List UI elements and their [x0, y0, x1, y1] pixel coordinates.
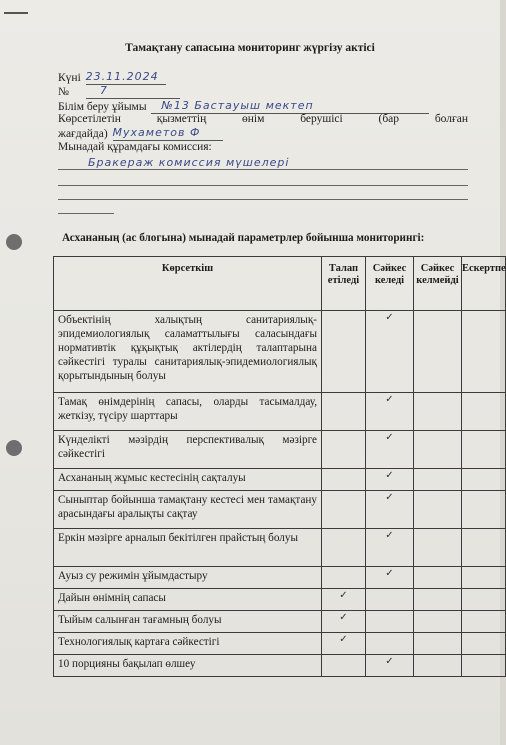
- table-row: [54, 469, 506, 491]
- required-mark: ✓: [339, 612, 348, 623]
- table-header-row: [54, 257, 506, 311]
- commission-line: [58, 156, 468, 170]
- indicator-cell: Тыйым салынған тағамның болуы: [54, 611, 322, 633]
- commission-value: Бракераж комиссия мүшелері: [88, 156, 290, 169]
- table-row: [54, 393, 506, 431]
- org-field: [58, 99, 429, 114]
- indicator-cell: Ауыз су режимін ұйымдастыру: [54, 567, 322, 589]
- complies-mark: ✓: [385, 312, 394, 323]
- provider-label: жағдайда): [58, 128, 108, 140]
- org-label: Білім беру ұйымы: [58, 101, 147, 113]
- date-field: [58, 70, 166, 85]
- column-header-complies: Сәйкес келеді: [366, 257, 414, 311]
- table-row: [54, 633, 506, 655]
- column-header-indicator: Көрсеткіш: [54, 257, 322, 311]
- org-value: №13 Бастауыш мектеп: [161, 99, 314, 112]
- indicator-cell: 10 порцияны бақылап өлшеу: [54, 655, 322, 677]
- complies-mark: ✓: [385, 492, 394, 503]
- blank-line-2: [58, 199, 468, 200]
- complies-mark: ✓: [385, 470, 394, 481]
- indicator-cell: Күнделікті мәзірдің перспективалық мәзірге сәйкестігі: [54, 431, 322, 469]
- table-row: [54, 611, 506, 633]
- required-mark: ✓: [339, 634, 348, 645]
- table-row: [54, 311, 506, 393]
- section-title: Асхананың (ас блогына) мынадай параметрлер бойынша мониторингі:: [62, 232, 425, 244]
- indicator-cell: Технологиялық картаға сәйкестігі: [54, 633, 322, 655]
- column-header-required: Талап етіледі: [322, 257, 366, 311]
- indicator-cell: Объектінің халықтың санитариялық-эпидемиологиялық саламаттылығы саласындағы нормативтік құқықтық актілердің талаптарына сәйкестігі туралы санитариялық-эпидемиологиялық қорытындының болуы: [54, 311, 322, 393]
- document-title: Тамақтану сапасына мониторинг жүргізу актісі: [125, 42, 375, 54]
- column-header-not-complies: Сәйкес келмейді: [414, 257, 462, 311]
- complies-mark: ✓: [385, 530, 394, 541]
- monitoring-table: [53, 256, 506, 677]
- number-value: 7: [99, 84, 108, 97]
- table-row: [54, 529, 506, 567]
- table-row: [54, 567, 506, 589]
- blank-line-1: [58, 185, 468, 186]
- indicator-cell: Еркін мәзірге арналып бекітілген прайстың болуы: [54, 529, 322, 567]
- number-label: №: [58, 86, 69, 98]
- provider-field: [58, 126, 223, 141]
- date-label: Күні: [58, 72, 81, 84]
- table-row: [54, 655, 506, 677]
- number-field: [58, 84, 180, 99]
- provider-value: Мухаметов Ф: [112, 126, 201, 139]
- indicator-cell: Тамақ өнімдерінің сапасы, оларды тасымалдау, жеткізу, түсіру шарттары: [54, 393, 322, 431]
- provider-label-line: Көрсетілетін қызметтің өнім берушісі (бар болған: [58, 113, 468, 125]
- punch-hole-top: [6, 234, 22, 250]
- commission-label: Мынадай құрамдағы комиссия:: [58, 141, 212, 153]
- table-row: [54, 491, 506, 529]
- complies-mark: ✓: [385, 656, 394, 667]
- table-row: [54, 589, 506, 611]
- date-value: 23.11.2024: [85, 70, 159, 83]
- table-row: [54, 431, 506, 469]
- indicator-cell: Асхананың жұмыс кестесінің сақталуы: [54, 469, 322, 491]
- indicator-cell: Дайын өнімнің сапасы: [54, 589, 322, 611]
- punch-hole-bottom: [6, 440, 22, 456]
- required-mark: ✓: [339, 590, 348, 601]
- complies-mark: ✓: [385, 432, 394, 443]
- corner-mark: [4, 12, 28, 14]
- indicator-cell: Сыныптар бойынша тамақтану кестесі мен тамақтану арасындағы аралықты сақтау: [54, 491, 322, 529]
- complies-mark: ✓: [385, 568, 394, 579]
- blank-line-3: [58, 213, 114, 214]
- complies-mark: ✓: [385, 394, 394, 405]
- column-header-note: Ескертпе: [462, 257, 506, 311]
